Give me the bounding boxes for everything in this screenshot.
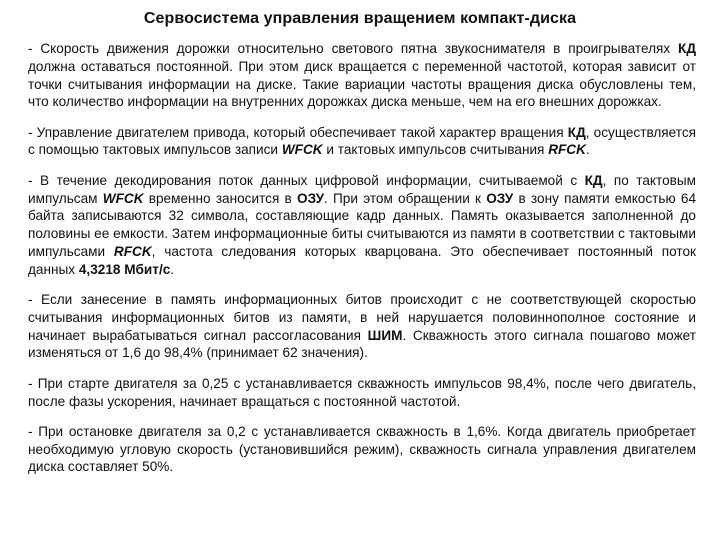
emphasis-run: RFCK [548, 142, 586, 158]
text-run: - При старте двигателя за 0,25 с устанавливается скважность импульсов 98,4%, после чего двигатель, после фазы ускорения, начинает вращаться с постоянной частотой. [28, 375, 696, 409]
text-run: - Скорость движения дорожки относительно светового пятна звукоснимателя в проигрывателях [28, 41, 679, 56]
text-run: в зону памяти емкостью 64 байта записываются 32 символа, составляющие кадр данных. Память оказывается заполненной до половины ее емкости. Затем информационные биты считываются из памяти в соответствии с тактовыми импульсами [28, 190, 697, 259]
text-body [28, 40, 696, 476]
emphasis-run: RFCK [113, 243, 152, 259]
emphasis-run: WFCK [281, 142, 323, 158]
emphasis-run: КД [678, 41, 696, 56]
emphasis-run: ОЗУ [297, 190, 325, 206]
text-run: - Управление двигателем привода, который обеспечивает такой характер вращения [28, 124, 568, 140]
page-title: Сервосистема управления вращением компакт-диска [143, 10, 577, 27]
text-run: . [170, 261, 175, 277]
paragraph [28, 291, 696, 362]
text-run: - Если занесение в память информационных битов происходит с не соответствующей скоростью считывания информационных битов из памяти, в ней нарушается половиннополное состояние и начинает вырабатываться сигнал рассогласования [28, 292, 696, 343]
text-run: должна оставаться постоянной. При этом диск вращается с переменной частотой, которая зависит от точки считывания информации на диске. Такие вариации частоты вращения диска обусловлены тем, что количество информации на внутренних дорожках диска меньше, чем на его внешних дорожках. [28, 58, 696, 110]
emphasis-run: ОЗУ [486, 190, 514, 206]
text-run: . [585, 142, 590, 158]
text-run: , частота следования которых кварцована. Это обеспечивает постоянный поток данных [28, 243, 696, 277]
emphasis-run: 4,3218 Мбит/с [78, 261, 171, 277]
emphasis-run: ШИМ [367, 327, 403, 343]
text-run: - В течение декодирования поток данных цифровой информации, считываемой с [28, 172, 585, 188]
text-run: временно заносится в [143, 190, 297, 206]
paragraph [28, 423, 696, 476]
text-run: и тактовых импульсов считывания [322, 142, 549, 158]
paragraph [28, 375, 696, 411]
emphasis-run: WFCK [102, 190, 144, 206]
text-run: . Скважность этого сигнала пошагово может изменяться от 1,6 до 98,4% (принимает 62 значения). [28, 327, 697, 361]
paragraph [28, 124, 696, 160]
text-run: , осуществляется с помощью тактовых импульсов записи [28, 124, 696, 158]
text-run: . При этом обращении к [324, 190, 487, 206]
emphasis-run: КД [567, 124, 586, 140]
text-run: - При остановке двигателя за 0,2 с устанавливается скважность в 1,6%. Когда двигатель приобретает необходимую угловую скорость (установившийся режим), скважность сигнала управления двигателем диска составляет 50%. [28, 423, 696, 475]
paragraph [28, 40, 696, 111]
text-run: , по тактовым импульсам [28, 172, 696, 206]
emphasis-run: КД [584, 172, 603, 188]
paragraph [28, 172, 696, 279]
